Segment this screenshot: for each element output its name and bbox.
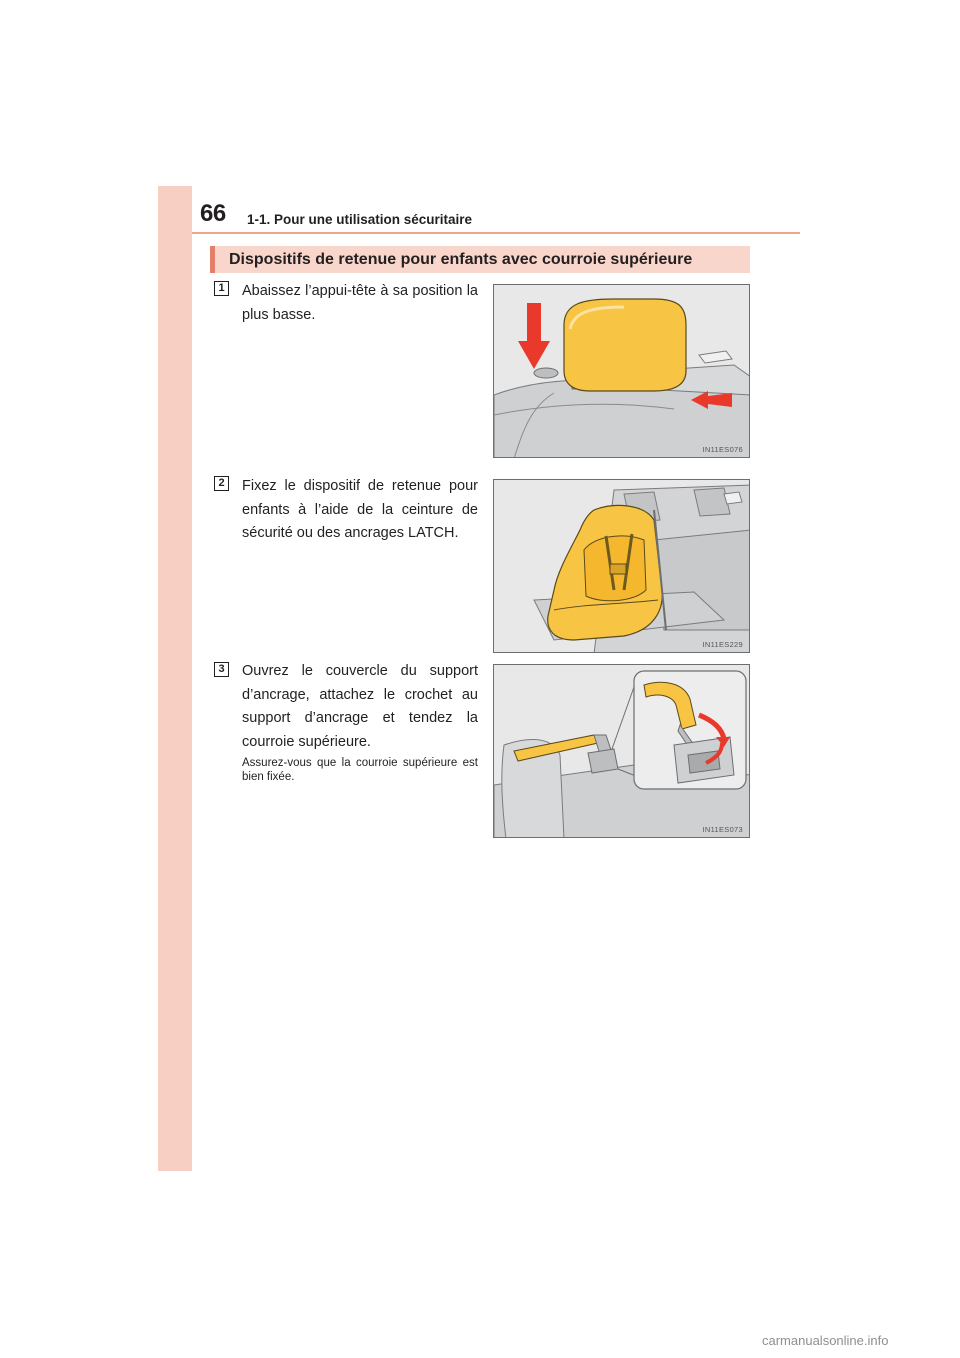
figure-child-seat: [493, 479, 750, 653]
header-rule: [192, 232, 800, 234]
headrest-illustration: [494, 285, 750, 458]
child-seat-illustration: [494, 480, 750, 653]
subsection-heading: Dispositifs de retenue pour enfants avec courroie supérieure: [229, 251, 693, 268]
step-number-2: 2: [214, 476, 229, 491]
step-text-1: Abaissez l’appui-tête à sa position la plus basse.: [242, 283, 478, 323]
step-note-3: Assurez-vous que la courroie supérieure est bien fixée.: [242, 757, 478, 783]
figure-code-1: IN11ES076: [702, 445, 743, 454]
figure-tether-anchor: [493, 664, 750, 838]
side-tab-band: [158, 186, 192, 1171]
figure-code-2: IN11ES229: [702, 640, 743, 649]
figure-code-3: IN11ES073: [702, 825, 743, 834]
step-text-2: Fixez le dispositif de retenue pour enfants à l’aide de la ceinture de sécurité ou des ancrages LATCH.: [242, 478, 478, 541]
subsection-heading-bar: [210, 246, 750, 273]
tether-anchor-illustration: [494, 665, 750, 838]
page-number: 66: [200, 200, 226, 227]
watermark: carmanualsonline.info: [762, 1333, 889, 1348]
figure-headrest-lower: [493, 284, 750, 458]
section-title: 1-1. Pour une utilisation sécuritaire: [247, 212, 473, 227]
step-number-1: 1: [214, 281, 229, 296]
step-text-3: Ouvrez le couvercle du support d’ancrage, attachez le crochet au support d’ancrage et tendez la courroie supérieure.: [242, 663, 478, 750]
step-number-3: 3: [214, 662, 229, 677]
